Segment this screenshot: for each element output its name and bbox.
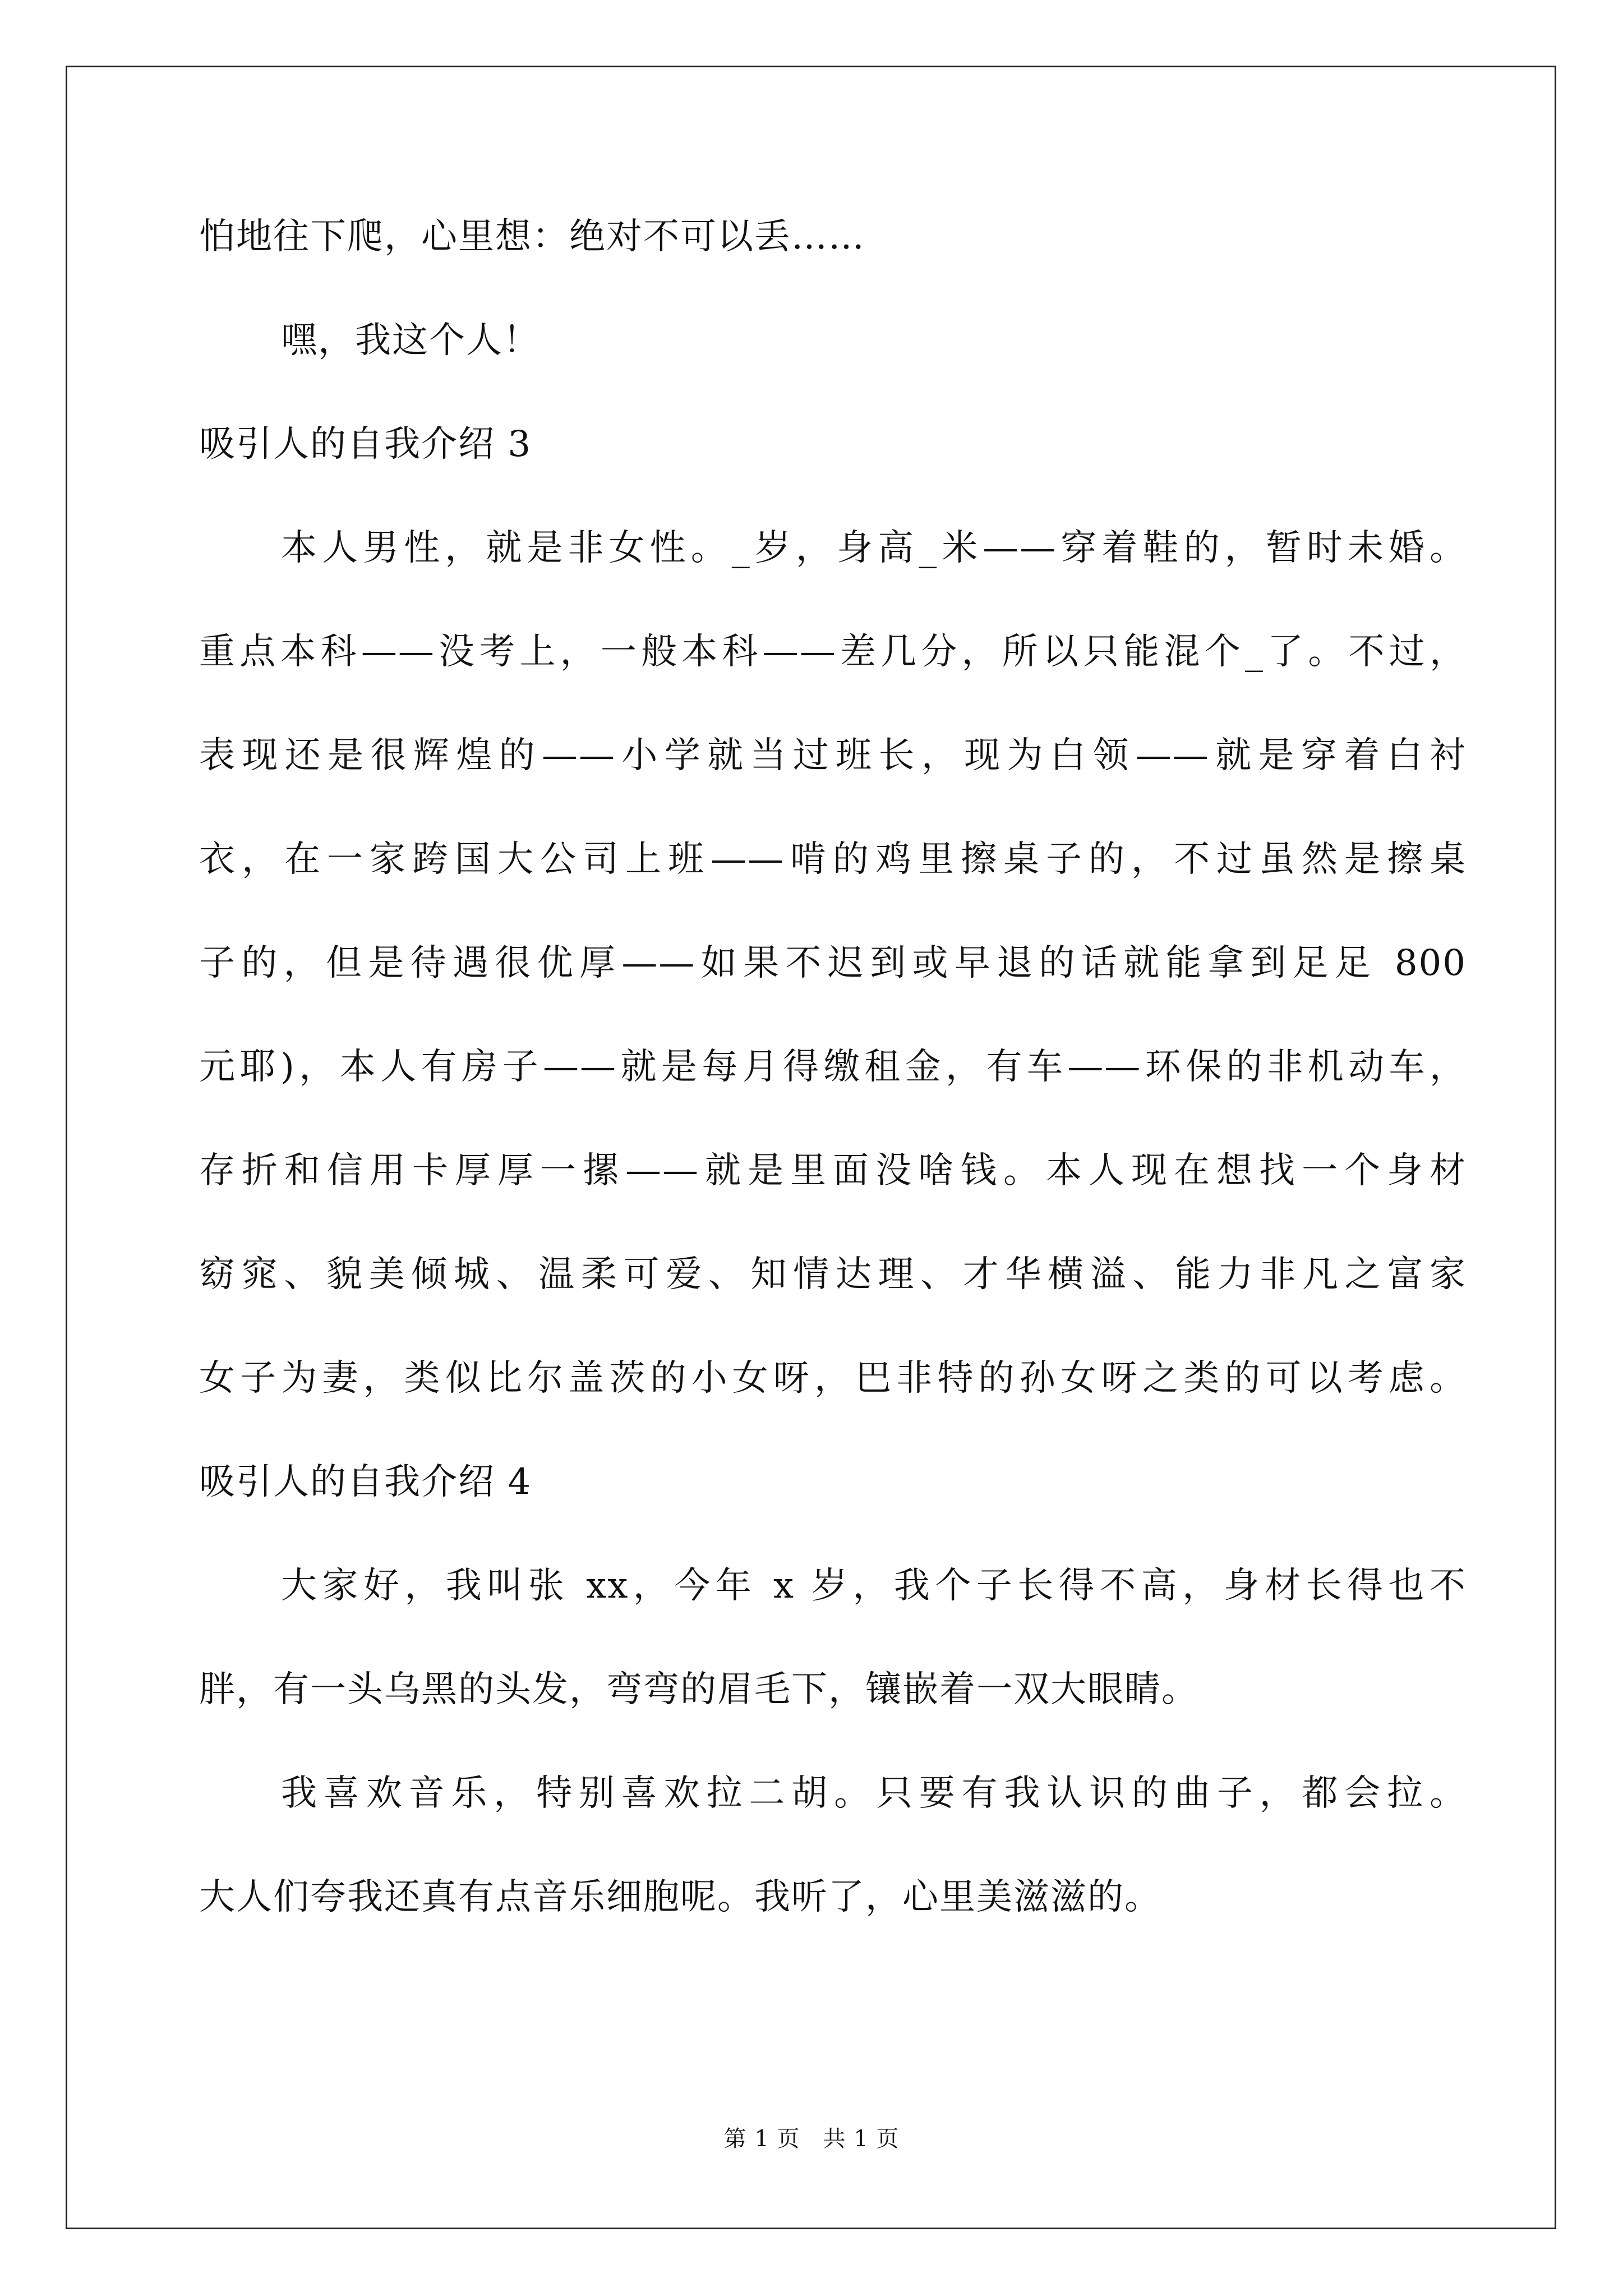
body-text-line: 子的，但是待遇很优厚——如果不迟到或早退的话就能拿到足足 800 — [199, 942, 1467, 984]
page-number-footer: 第 1 页 共 1 页 — [723, 2126, 900, 2152]
body-text-line: 胖，有一头乌黑的头发，弯弯的眉毛下，镶嵌着一双大眼睛。 — [199, 1669, 1198, 1710]
section-heading: 吸引人的自我介绍 3 — [199, 424, 532, 465]
body-text-line: 衣，在一家跨国大公司上班——啃的鸡里擦桌子的，不过虽然是擦桌 — [199, 839, 1467, 880]
body-text-line: 窈窕、貌美倾城、温柔可爱、知情达理、才华横溢、能力非凡之富家 — [199, 1254, 1467, 1295]
document-body — [199, 216, 1467, 1983]
body-text-line: 本人男性，就是非女性。_岁，身高_米——穿着鞋的，暂时未婚。 — [281, 527, 1467, 569]
body-text-line: 嘿，我这个人！ — [281, 320, 540, 361]
body-text-line: 女子为妻，类似比尔盖茨的小女呀，巴非特的孙女呀之类的可以考虑。 — [199, 1358, 1467, 1399]
section-heading: 吸引人的自我介绍 4 — [199, 1461, 532, 1503]
body-text-line: 存折和信用卡厚厚一摞——就是里面没啥钱。本人现在想找一个身材 — [199, 1150, 1467, 1191]
body-text-line: 表现还是很辉煌的——小学就当过班长，现为白领——就是穿着白衬 — [199, 735, 1467, 776]
body-text-line: 元耶)，本人有房子——就是每月得缴租金，有车——环保的非机动车， — [199, 1046, 1467, 1088]
body-text-line: 大人们夸我还真有点音乐细胞呢。我听了，心里美滋滋的。 — [199, 1876, 1161, 1918]
body-text-line: 大家好，我叫张 xx，今年 x 岁，我个子长得不高，身材长得也不 — [281, 1565, 1467, 1607]
body-text-line: 重点本科——没考上，一般本科——差几分，所以只能混个_了。不过， — [199, 631, 1467, 673]
body-text-line: 我喜欢音乐，特别喜欢拉二胡。只要有我认识的曲子，都会拉。 — [281, 1773, 1467, 1814]
body-text-line: 怕地往下爬，心里想：绝对不可以丢…… — [199, 216, 865, 257]
